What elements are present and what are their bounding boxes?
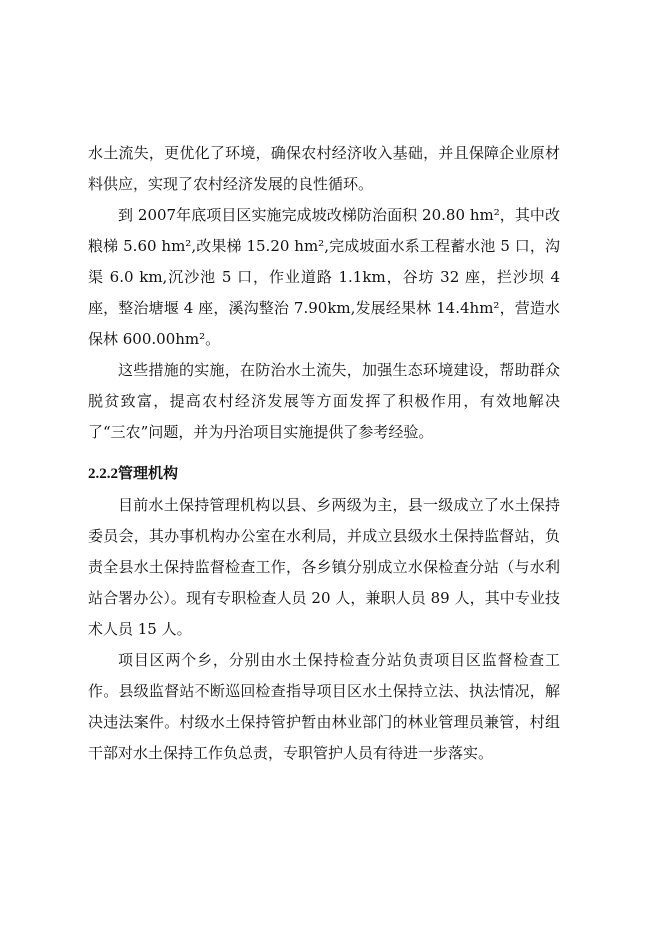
paragraph-statistics: 到 2007年底项目区实施完成坡改梯防治面积 20.80 hm²，其中改粮梯 5.60 hm²,改果梯 15.20 hm²,完成坡面水系工程蓄水池 5 口，沟渠 6.0 km,沉沙池 5 口，作业道路 1.1km，谷坊 32 座，拦沙坝 4 座，整治塘堰 4 座，溪沟整治 7.90km,发展经果林 14.4hm²，营造水保林 600.00hm²。	[88, 206, 560, 348]
section-number: 2.2.2	[88, 466, 118, 482]
paragraph-management-structure: 目前水土保持管理机构以县、乡两级为主，县一级成立了水土保持委员会，其办事机构办公室在水利局，并成立县级水土保持监督站，负责全县水土保持监督检查工作，各乡镇分别成立水保检查分站（与水利站合署办公）。现有专职检查人员 20 人，兼职人员 89 人，其中专业技术人员 15 人。	[88, 496, 560, 638]
section-title: 管理机构	[118, 464, 179, 482]
paragraph-effects: 这些措施的实施，在防治水土流失，加强生态环境建设，帮助群众脱贫致富，提高农村经济发展等方面发挥了积极作用，有效地解决了“三农”问题，并为丹治项目实施提供了参考经验。	[88, 361, 560, 441]
paragraph-continuation: 水土流失，更优化了环境，确保农村经济收入基础，并且保障企业原材料供应，实现了农村经济发展的良性循环。	[88, 144, 560, 193]
paragraph-project-supervision: 项目区两个乡，分别由水土保持检查分站负责项目区监督检查工作。县级监督站不断巡回检查指导项目区水土保持立法、执法情况，解决违法案件。村级水土保持管护暂由林业部门的林业管理员兼管，村组干部对水土保持工作负总责，专职管护人员有待进一步落实。	[88, 651, 560, 762]
document-body	[88, 138, 560, 769]
section-heading	[88, 454, 560, 490]
